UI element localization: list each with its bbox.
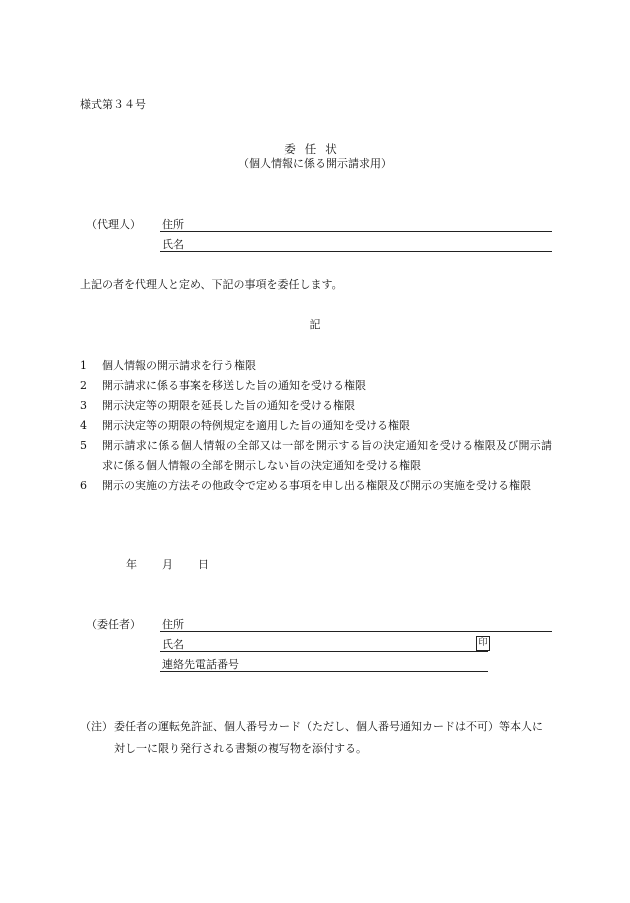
principal-name-line	[160, 651, 488, 652]
ki-heading: 記	[309, 318, 321, 331]
principal-address-label: 住所	[162, 618, 184, 631]
list-item: 5 開示請求に係る個人情報の全部又は一部を開示する旨の決定通知を受ける権限及び開示請求に係る個人情報の全部を開示しない旨の決定通知を受ける権限	[80, 439, 552, 472]
principal-name-label: 氏名	[162, 638, 184, 651]
form-number: 様式第３４号	[80, 98, 146, 111]
agent-name-line	[160, 251, 552, 252]
agent-address-label: 住所	[162, 218, 184, 231]
list-item: 3 開示決定等の期限を延長した旨の通知を受ける権限	[80, 399, 355, 412]
date-month-label: 月	[162, 558, 173, 571]
list-item: 2 開示請求に係る事案を移送した旨の通知を受ける権限	[80, 379, 366, 392]
principal-address-line	[160, 631, 552, 632]
date-year-label: 年	[126, 558, 137, 571]
note-block	[80, 716, 552, 760]
agent-name-label: 氏名	[162, 238, 184, 251]
delegated-authority-list	[80, 356, 552, 496]
list-item: 1 個人情報の開示請求を行う権限	[80, 359, 256, 372]
seal-mark: 印	[476, 636, 490, 651]
page-subtitle: （個人情報に係る開示請求用）	[238, 157, 392, 170]
principal-phone-line	[160, 671, 488, 672]
note-lead: （注）	[80, 720, 113, 733]
list-item: 6 開示の実施の方法その他政令で定める事項を申し出る権限及び開示の実施を受ける権限	[80, 479, 531, 492]
agent-role-label: （代理人）	[86, 218, 141, 231]
date-day-label: 日	[198, 558, 209, 571]
delegation-statement: 上記の者を代理人と定め、下記の事項を委任します。	[80, 278, 343, 291]
principal-phone-label: 連絡先電話番号	[162, 658, 239, 671]
principal-role-label: （委任者）	[86, 618, 141, 631]
agent-address-line	[160, 231, 552, 232]
note-text: 委任者の運転免許証、個人番号カード（ただし、個人番号通知カードは不可）等本人に対し一に限り発行される書類の複写物を添付する。	[114, 720, 543, 755]
page-title: 委任状	[284, 142, 346, 156]
list-item: 4 開示決定等の期限の特例規定を適用した旨の通知を受ける権限	[80, 419, 410, 432]
